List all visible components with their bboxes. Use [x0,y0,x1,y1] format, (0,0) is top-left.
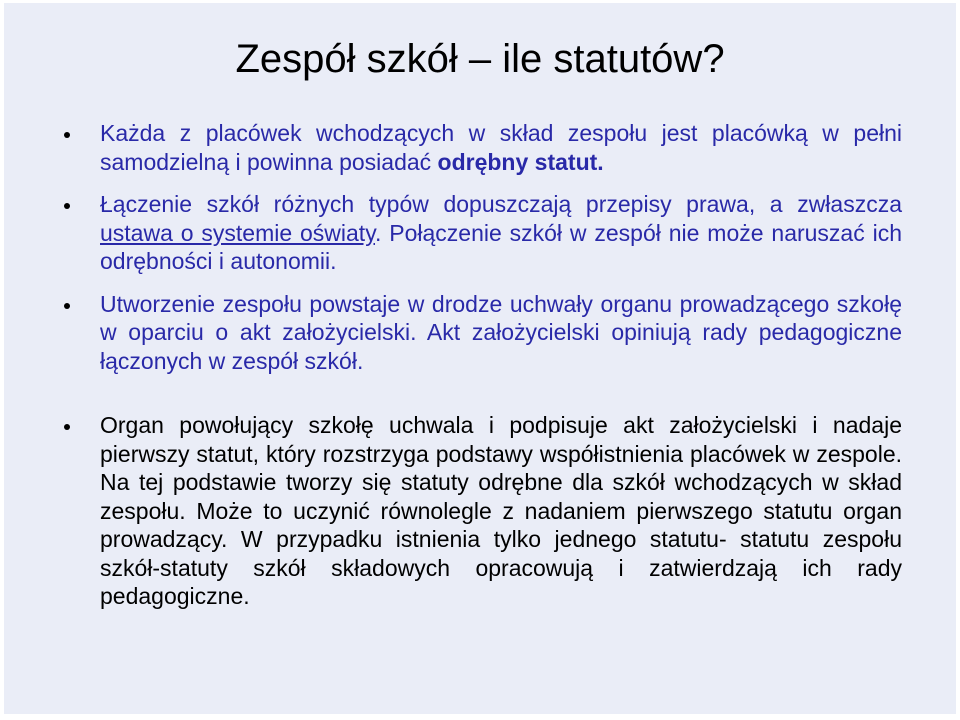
bullet-dot-icon [64,203,70,209]
bullet-item-2 [100,190,902,276]
bullet-1-bold-text: odrębny statut [437,148,598,175]
bullet-1-end: . [597,148,604,175]
bullet-list [100,119,902,625]
slide [4,3,956,714]
law-link[interactable]: ustawa o systemie oświaty [100,219,375,246]
bullet-2-text-start: Łączenie szkół różnych typów dopuszczają przepisy prawa, a zwłaszcza [100,191,902,217]
bullet-item-3 [100,290,902,376]
bullet-dot-icon [64,303,70,309]
bullet-item-1 [100,119,902,176]
slide-title: Zespół szkół – ile statutów? [235,37,725,81]
bullet-dot-icon [64,132,70,138]
bullet-1-text: Każda z placówek wchodzących w skład zespołu jest placówką w pełni samodzielną i powinna posiadać [100,120,902,175]
bullet-item-4 [100,411,902,611]
bullet-3-text: Utworzenie zespołu powstaje w drodze uchwały organu prowadzącego szkołę w oparciu o akt założycielski. Akt założycielski opiniują rady pedagogiczne łączonych w zespół szkół. [100,290,902,374]
bullet-4-text: Organ powołujący szkołę uchwala i podpisuje akt założycielski i nadaje pierwszy statut, który rozstrzyga podstawy współistnienia placówek w zespole. Na tej podstawie tworzy się statuty odrębne dla szkół wchodzących w skład zespołu. Może to uczynić równolegle z nadaniem pierwszego statutu organ prowadzący. W przypadku istnienia tylko jednego statutu- statutu zespołu szkół-statuty szkół składowych opracowują i zatwierdzają ich rady pedagogiczne. [100,412,902,609]
bullet-dot-icon [64,424,70,430]
bullet-2-text-end: . Połączenie szkół w zespół nie może naruszać ich odrębności i autonomii. [100,219,902,274]
